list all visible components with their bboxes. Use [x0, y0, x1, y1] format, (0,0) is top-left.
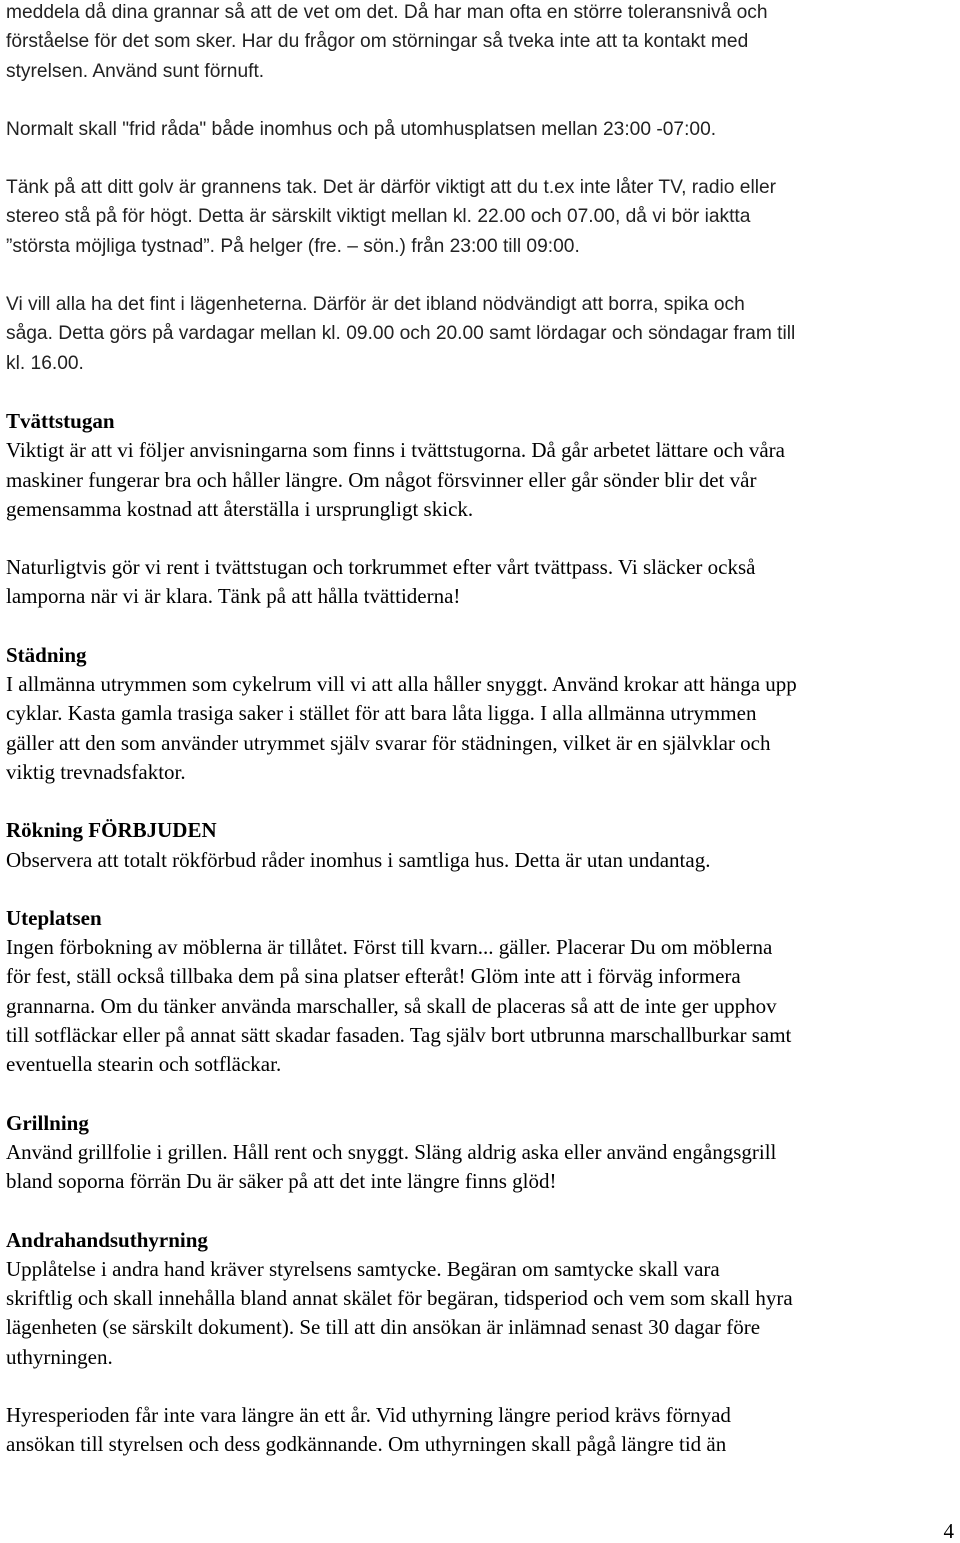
section-heading: Uteplatsen — [6, 905, 102, 930]
text-line: gäller att den som använder utrymmet själv svarar för städningen, vilket är en självklar och — [6, 730, 771, 755]
text-line: för fest, ställ också tillbaka dem på sina platser efteråt! Glöm inte att i förväg informera — [6, 964, 741, 989]
text-line: till sotfläckar eller på annat sätt skadar fasaden. Tag själv bort utbrunna marschallburkar samt — [6, 1023, 792, 1048]
section-heading: Rökning FÖRBJUDEN — [6, 818, 217, 843]
subletting-section — [6, 1226, 958, 1372]
text-line: styrelsen. Använd sunt förnuft. — [6, 60, 265, 82]
floor-paragraph — [6, 173, 958, 261]
section-heading: Tvättstugan — [6, 408, 115, 433]
renovation-paragraph — [6, 290, 958, 378]
patio-section — [6, 904, 958, 1080]
text-line: Använd grillfolie i grillen. Håll rent och snyggt. Släng aldrig aska eller använd engångsgrill — [6, 1139, 777, 1164]
laundry-cleanup-paragraph — [6, 553, 958, 612]
smoking-section — [6, 816, 958, 875]
page-number: 4 — [943, 1519, 954, 1543]
text-line: grannarna. Om du tänker använda marschaller, så skall de placeras så att de inte ger upphov — [6, 993, 777, 1018]
text-line: meddela då dina grannar så att de vet om det. Då har man ofta en större toleransnivå och — [6, 2, 768, 23]
text-line: cyklar. Kasta gamla trasiga saker i stället för att bara låta ligga. I alla allmänna utrymmen — [6, 701, 757, 726]
text-line: såga. Detta görs på vardagar mellan kl. 09.00 och 20.00 samt lördagar och söndagar fram till — [6, 323, 796, 345]
intro-paragraph — [6, 0, 958, 86]
text-line: kl. 16.00. — [6, 352, 84, 374]
section-heading: Städning — [6, 642, 87, 667]
section-heading: Andrahandsuthyrning — [6, 1227, 208, 1252]
text-line: viktig trevnadsfaktor. — [6, 759, 186, 784]
text-line: Ingen förbokning av möblerna är tillåtet. Först till kvarn... gäller. Placerar Du om möblerna — [6, 935, 773, 960]
text-line: skriftlig och skall innehålla bland annat skälet för begäran, tidsperiod och vem som skall hyra — [6, 1286, 793, 1311]
section-heading: Grillning — [6, 1110, 89, 1135]
text-line: Viktigt är att vi följer anvisningarna som finns i tvättstugorna. Då går arbetet lättare och våra — [6, 438, 785, 463]
cleaning-section — [6, 641, 958, 787]
text-line: gemensamma kostnad att återställa i ursprungligt skick. — [6, 496, 474, 521]
text-line: Vi vill alla ha det fint i lägenheterna. Därför är det ibland nödvändigt att borra, spika och — [6, 294, 745, 316]
text-line: lägenheten (se särskilt dokument). Se till att din ansökan är inlämnad senast 30 dagar före — [6, 1315, 761, 1340]
text-line: ansökan till styrelsen och dess godkännande. Om uthyrningen skall pågå längre tid än — [6, 1432, 727, 1457]
text-line: bland soporna förrän Du är säker på att det inte längre finns glöd! — [6, 1169, 557, 1194]
text-line: eventuella stearin och sotfläckar. — [6, 1052, 282, 1077]
rental-period-paragraph — [6, 1401, 958, 1460]
quiet-hours-paragraph — [6, 115, 958, 144]
text-line: Observera att totalt rökförbud råder inomhus i samtliga hus. Detta är utan undantag. — [6, 847, 711, 872]
text-line: Upplåtelse i andra hand kräver styrelsens samtycke. Begäran om samtycke skall vara — [6, 1256, 720, 1281]
text-line: lamporna när vi är klara. Tänk på att hålla tvättiderna! — [6, 584, 461, 609]
text-line: Tänk på att ditt golv är grannens tak. Det är därför viktigt att du t.ex inte låter TV, radio eller — [6, 177, 777, 199]
text-line: stereo stå på för högt. Detta är särskilt viktigt mellan kl. 22.00 och 07.00, då vi bör iaktta — [6, 206, 751, 228]
text-line: uthyrningen. — [6, 1344, 113, 1369]
text-line: Hyresperioden får inte vara längre än ett år. Vid uthyrning längre period krävs förnyad — [6, 1402, 731, 1427]
text-line: förståelse för det som sker. Har du frågor om störningar så tveka inte att ta kontakt med — [6, 31, 749, 53]
text-line: Naturligtvis gör vi rent i tvättstugan och torkrummet efter vårt tvättpass. Vi släcker också — [6, 555, 756, 580]
document-body — [6, 0, 958, 1460]
text-line: Normalt skall "frid råda" både inomhus och på utomhusplatsen mellan 23:00 -07:00. — [6, 118, 717, 140]
text-line: I allmänna utrymmen som cykelrum vill vi att alla håller snyggt. Använd krokar att hänga upp — [6, 672, 797, 697]
text-line: ”största möjliga tystnad”. På helger (fre. – sön.) från 23:00 till 09:00. — [6, 235, 580, 257]
laundry-section — [6, 407, 958, 524]
text-line: maskiner fungerar bra och håller längre. Om något försvinner eller går sönder blir det vår — [6, 467, 757, 492]
grilling-section — [6, 1109, 958, 1197]
